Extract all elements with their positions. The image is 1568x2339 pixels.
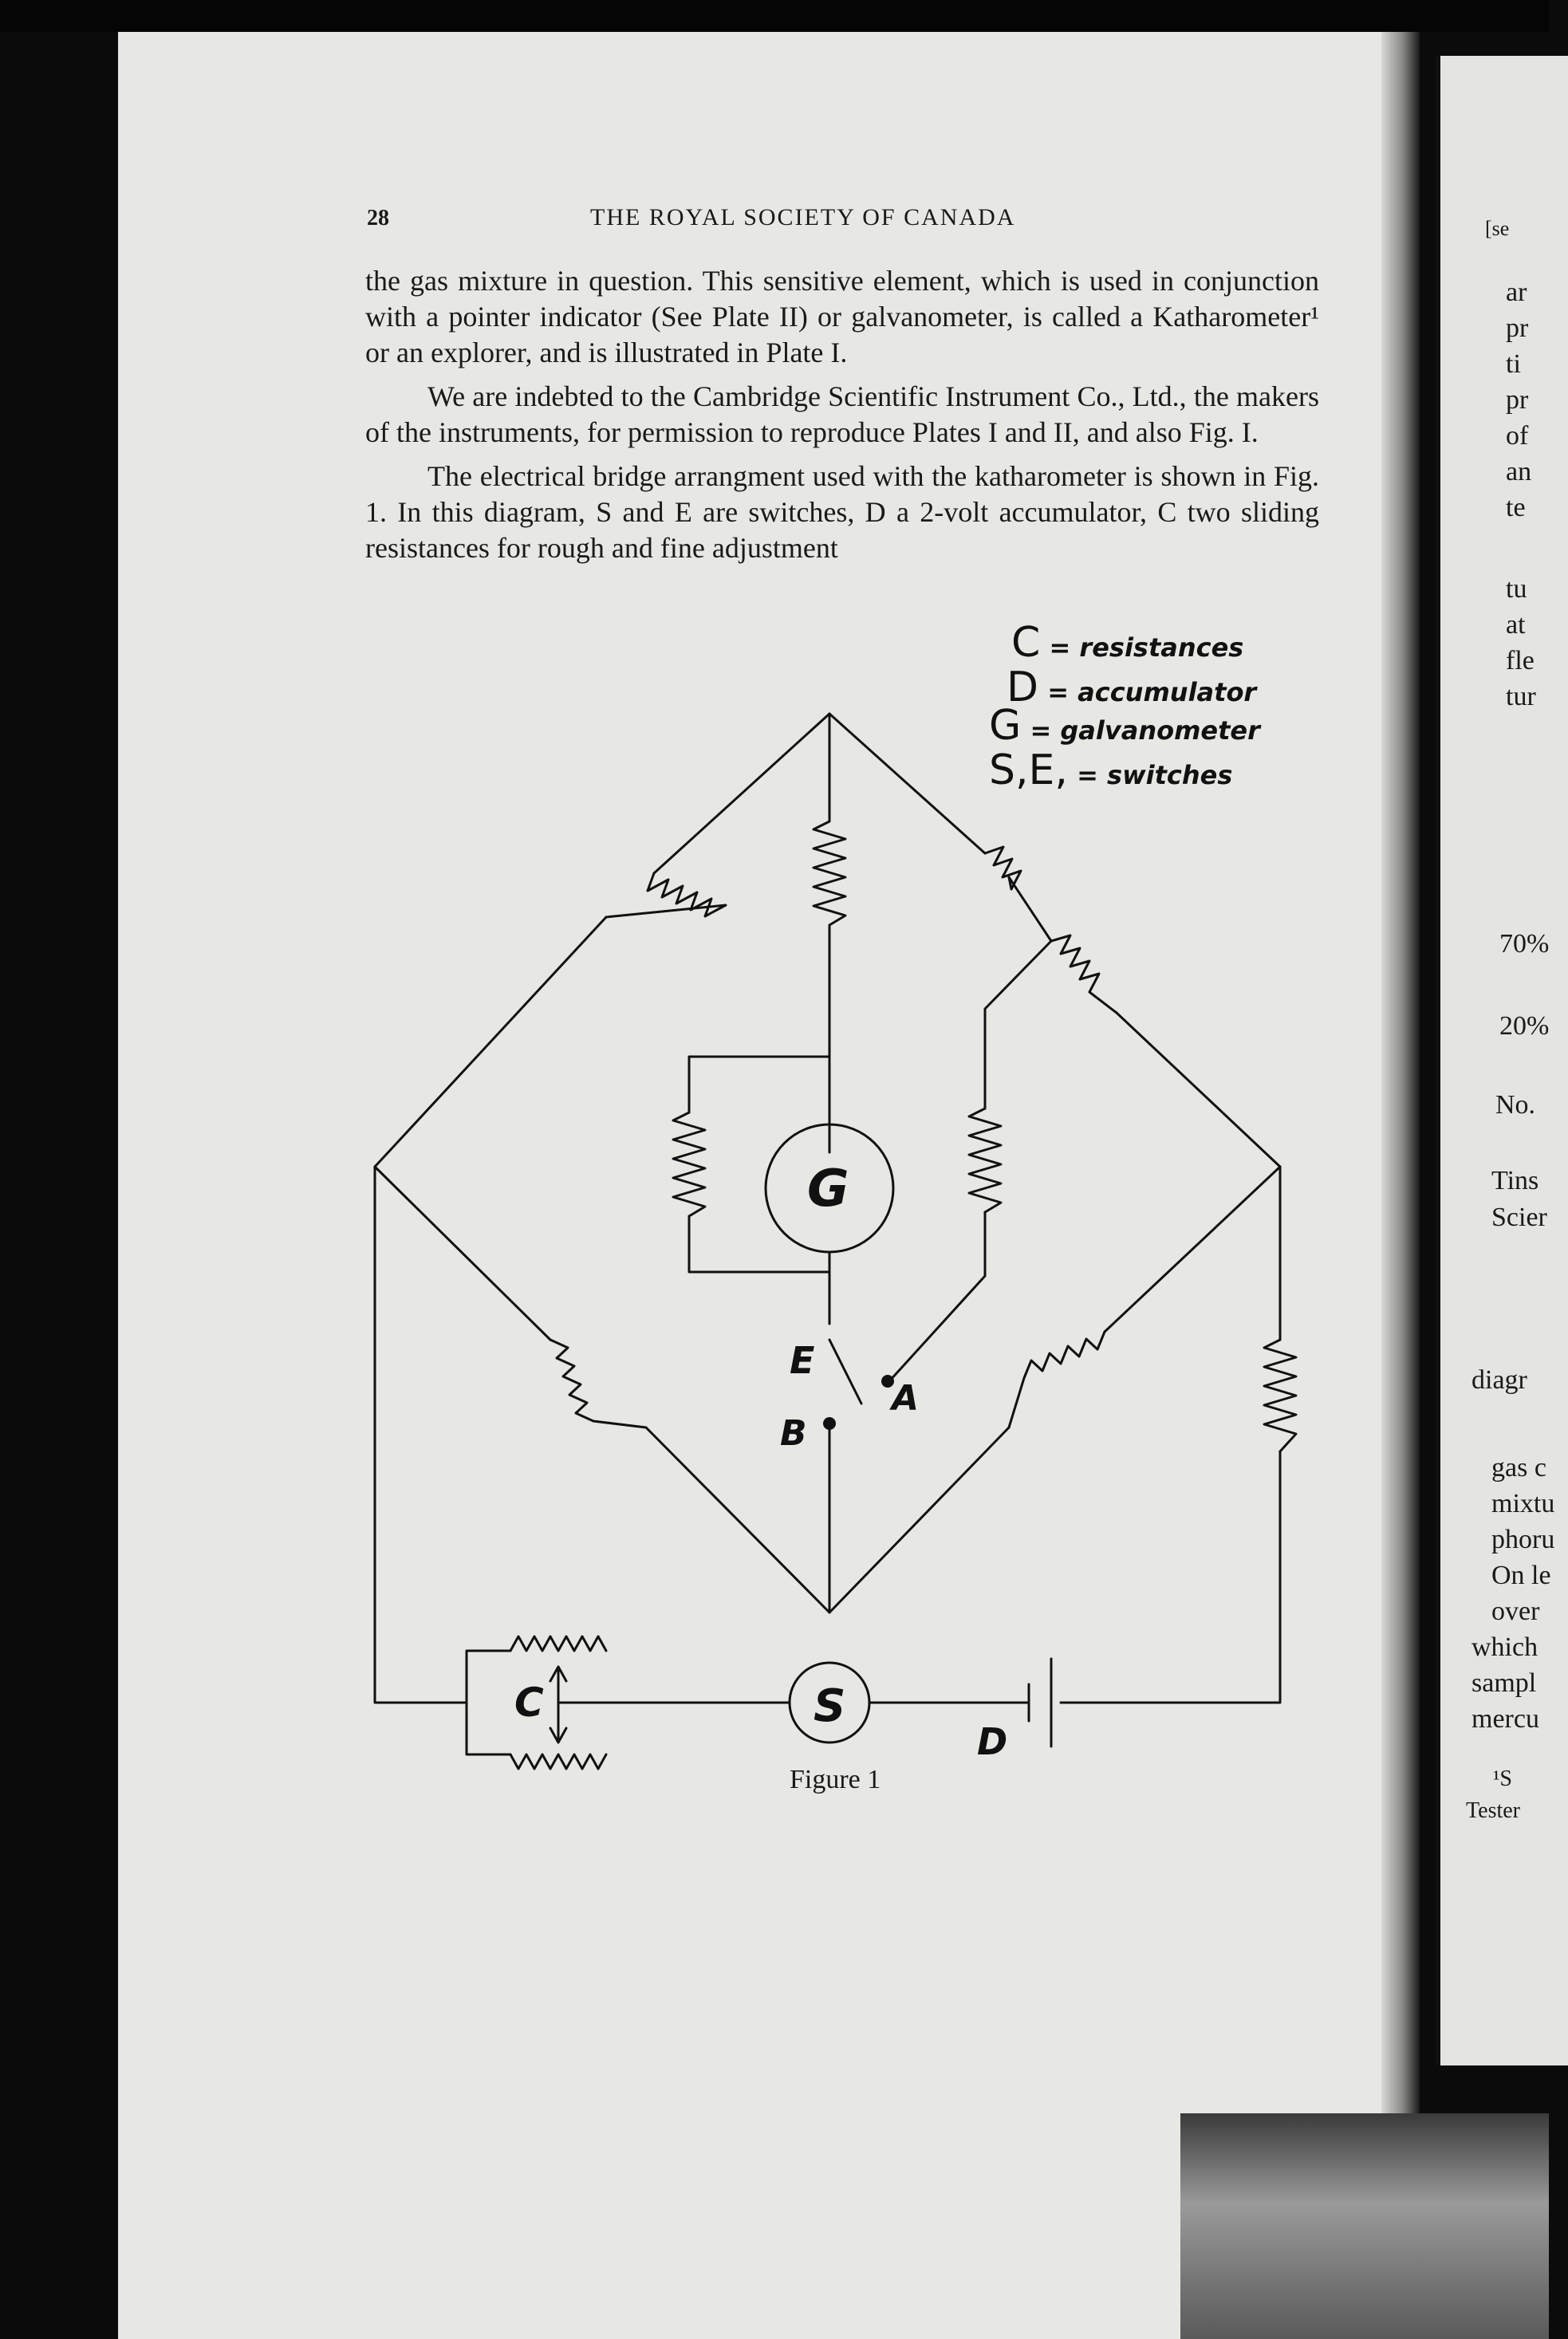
paragraph-3: The electrical bridge arrangment used with the katharometer is shown in Fig. 1. In this diagram, S and E are switches, D a 2-volt accumulator, C two sliding resistances for rough and fine adjustment: [365, 460, 1319, 564]
right-page-fragment: fle: [1506, 646, 1535, 675]
resistor-top-left: [606, 873, 726, 917]
right-page-fragment: Scier: [1491, 1203, 1547, 1232]
accumulator-plates: [1029, 1659, 1051, 1746]
resistor-top-right-a: [985, 847, 1021, 889]
resistor-outer-right: [1264, 1340, 1296, 1451]
right-page-fragment: pr: [1506, 313, 1529, 343]
slider-c-arrow: [550, 1667, 566, 1742]
right-page-fragment: tur: [1506, 682, 1536, 711]
right-page-fragment: gas c: [1491, 1453, 1546, 1483]
resistor-top-right-b: [1051, 935, 1117, 1013]
arm-bottom-left: [375, 1167, 829, 1612]
paragraph-2: We are indebted to the Cambridge Scientific Instrument Co., Ltd., the makers of the instruments, for permission to reproduce Plates I and II, and also Fig. I.: [365, 380, 1319, 448]
resistor-bottom-left: [550, 1340, 646, 1427]
label-c: C: [514, 1679, 544, 1726]
note-accumulator: D = accumulator: [1007, 664, 1257, 711]
switch-e-blade: [829, 1340, 861, 1404]
resistor-shunt: [673, 1112, 705, 1216]
resistor-c-bottom: [510, 1754, 606, 1769]
arm-top-left: [375, 714, 829, 1167]
right-page-fragment: pr: [1506, 385, 1529, 415]
right-page-fragment: sampl: [1471, 1668, 1537, 1698]
right-page-fragment: of: [1506, 421, 1529, 451]
right-page-fragment: phoru: [1491, 1525, 1555, 1554]
right-page-fragment: 70%: [1499, 929, 1550, 959]
label-e: E: [790, 1339, 815, 1382]
label-s: S: [814, 1680, 846, 1732]
right-page-fragment: 20%: [1499, 1011, 1550, 1041]
resistor-c-top: [510, 1636, 606, 1651]
right-page-fragment: which: [1471, 1632, 1538, 1662]
right-page-fragment: mercu: [1471, 1704, 1539, 1734]
page-number: 28: [367, 206, 389, 230]
right-page-fragment: No.: [1495, 1090, 1536, 1120]
right-page-fragment: Tins: [1491, 1166, 1539, 1195]
label-b: B: [780, 1413, 807, 1454]
figure-caption: Figure 1: [790, 1765, 881, 1794]
right-page-fragment: mixtu: [1491, 1489, 1555, 1518]
note-resistances: C = resistances: [1011, 619, 1244, 667]
right-page-fragment: [se: [1485, 217, 1510, 240]
paragraph-1: the gas mixture in question. This sensitive element, which is used in conjunction with a pointer indicator (See Plate II) or galvanometer, is called a Katharometer¹ or an explorer, and is illustrated in Plate I.: [365, 265, 1319, 368]
label-a: A: [892, 1378, 920, 1419]
right-page-fragment: at: [1506, 610, 1526, 640]
label-g: G: [807, 1160, 849, 1219]
right-page-fragment: ¹S: [1493, 1766, 1512, 1791]
right-page-fragment: On le: [1491, 1561, 1551, 1590]
label-d: D: [977, 1720, 1008, 1763]
running-head: THE ROYAL SOCIETY OF CANADA: [590, 204, 1016, 230]
right-page-fragment: over: [1491, 1597, 1540, 1626]
outer-left-wire: [375, 1167, 467, 1703]
resistor-center-top: [814, 821, 845, 925]
contact-b-dot: [823, 1417, 836, 1430]
resistor-bottom-right: [1009, 1332, 1105, 1427]
note-galvanometer: G = galvanometer: [989, 702, 1260, 750]
inner-right-wire: [889, 941, 1051, 1381]
outer-right-wire: [1061, 1167, 1280, 1703]
note-switches: S,E, = switches: [989, 746, 1233, 794]
right-page-fragment: Tester: [1466, 1798, 1521, 1823]
right-page-fragment: an: [1506, 457, 1532, 486]
right-page-fragment: ar: [1506, 278, 1527, 307]
resistor-inner-right: [969, 1108, 1001, 1212]
right-page-fragment: tu: [1506, 574, 1527, 604]
right-page-fragment: ti: [1506, 349, 1521, 379]
resistance-c-frame: [467, 1651, 510, 1754]
right-page-fragment: diagr: [1471, 1365, 1527, 1395]
right-page-fragment: te: [1506, 493, 1526, 522]
